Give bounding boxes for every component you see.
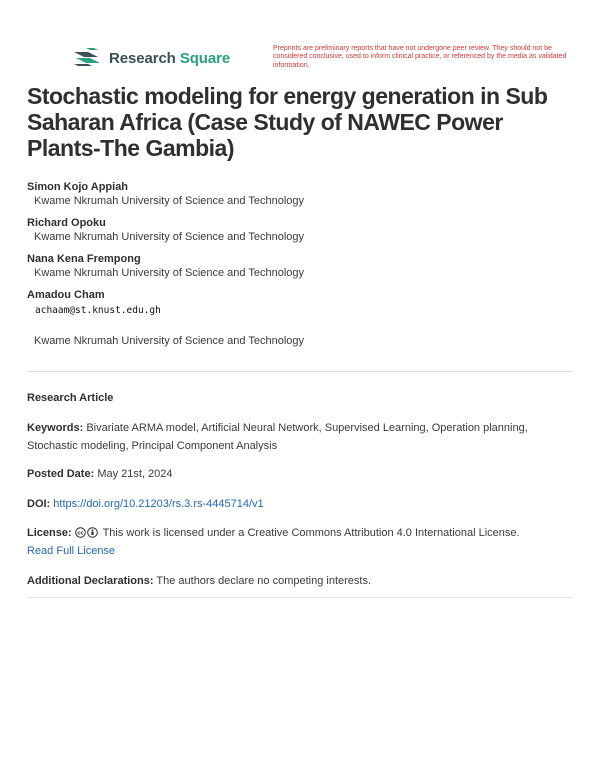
license-label: License: xyxy=(27,527,72,539)
author-name: Nana Kena Frempong xyxy=(27,253,141,265)
additional-declarations xyxy=(27,572,577,590)
logo-wordmark xyxy=(109,50,230,67)
svg-text:cc: cc xyxy=(77,530,84,537)
page-header xyxy=(0,0,600,80)
doi-label: DOI: xyxy=(27,498,51,510)
author-name: Richard Opoku xyxy=(27,217,106,229)
declarations-label: Additional Declarations: xyxy=(27,575,154,587)
article-type xyxy=(27,389,577,407)
license xyxy=(27,524,577,560)
author-email[interactable]: achaam@st.knust.edu.gh xyxy=(35,305,161,316)
paper-title: Stochastic modeling for energy generation in Sub Saharan Africa (Case Study of NAWEC Power Plants-The Gambia) xyxy=(27,83,548,161)
author-list xyxy=(27,180,577,356)
author-entry xyxy=(27,288,577,356)
author-entry xyxy=(27,252,577,288)
logo-word-research: Research xyxy=(109,49,176,67)
license-text: This work is licensed under a Creative Commons Attribution 4.0 International License. xyxy=(102,527,520,539)
posted-date-label: Posted Date: xyxy=(27,468,95,480)
creative-commons-icon xyxy=(75,527,86,538)
author-entry xyxy=(27,216,577,252)
author-affiliation: Kwame Nkrumah University of Science and Technology xyxy=(34,267,305,279)
keywords xyxy=(27,419,577,455)
doi-link[interactable]: https://doi.org/10.21203/rs.3.rs-4445714/v1 xyxy=(53,498,264,510)
research-square-logo-icon xyxy=(72,47,102,69)
article-type-label: Research Article xyxy=(27,392,114,404)
divider xyxy=(27,597,573,598)
author-affiliation: Kwame Nkrumah University of Science and Technology xyxy=(34,231,305,243)
read-full-license-link[interactable]: Read Full License xyxy=(27,545,116,557)
declarations-value: The authors declare no competing interests. xyxy=(156,575,372,587)
posted-date xyxy=(27,465,577,483)
posted-date-value: May 21st, 2024 xyxy=(97,468,173,480)
author-entry xyxy=(27,180,577,216)
divider xyxy=(27,371,573,372)
keywords-value: Bivariate ARMA model, Artificial Neural Network, Supervised Learning, Operation planning, Stochastic modeling, Principal Component Analysis xyxy=(27,422,528,452)
author-affiliation: Kwame Nkrumah University of Science and Technology xyxy=(34,335,305,347)
attribution-icon xyxy=(87,527,98,538)
preprint-disclaimer: Preprints are preliminary reports that have not undergone peer review. They should not be considered conclusive, used to inform clinical practice, or referenced by the media as validated information. xyxy=(273,45,567,69)
cc-license-icons xyxy=(75,527,98,538)
keywords-label: Keywords: xyxy=(27,422,84,434)
logo-word-square: Square xyxy=(179,49,231,67)
research-square-logo[interactable] xyxy=(72,47,230,69)
author-name: Simon Kojo Appiah xyxy=(27,181,129,193)
author-affiliation: Kwame Nkrumah University of Science and Technology xyxy=(34,195,305,207)
doi xyxy=(27,495,577,513)
author-name: Amadou Cham xyxy=(27,289,105,301)
